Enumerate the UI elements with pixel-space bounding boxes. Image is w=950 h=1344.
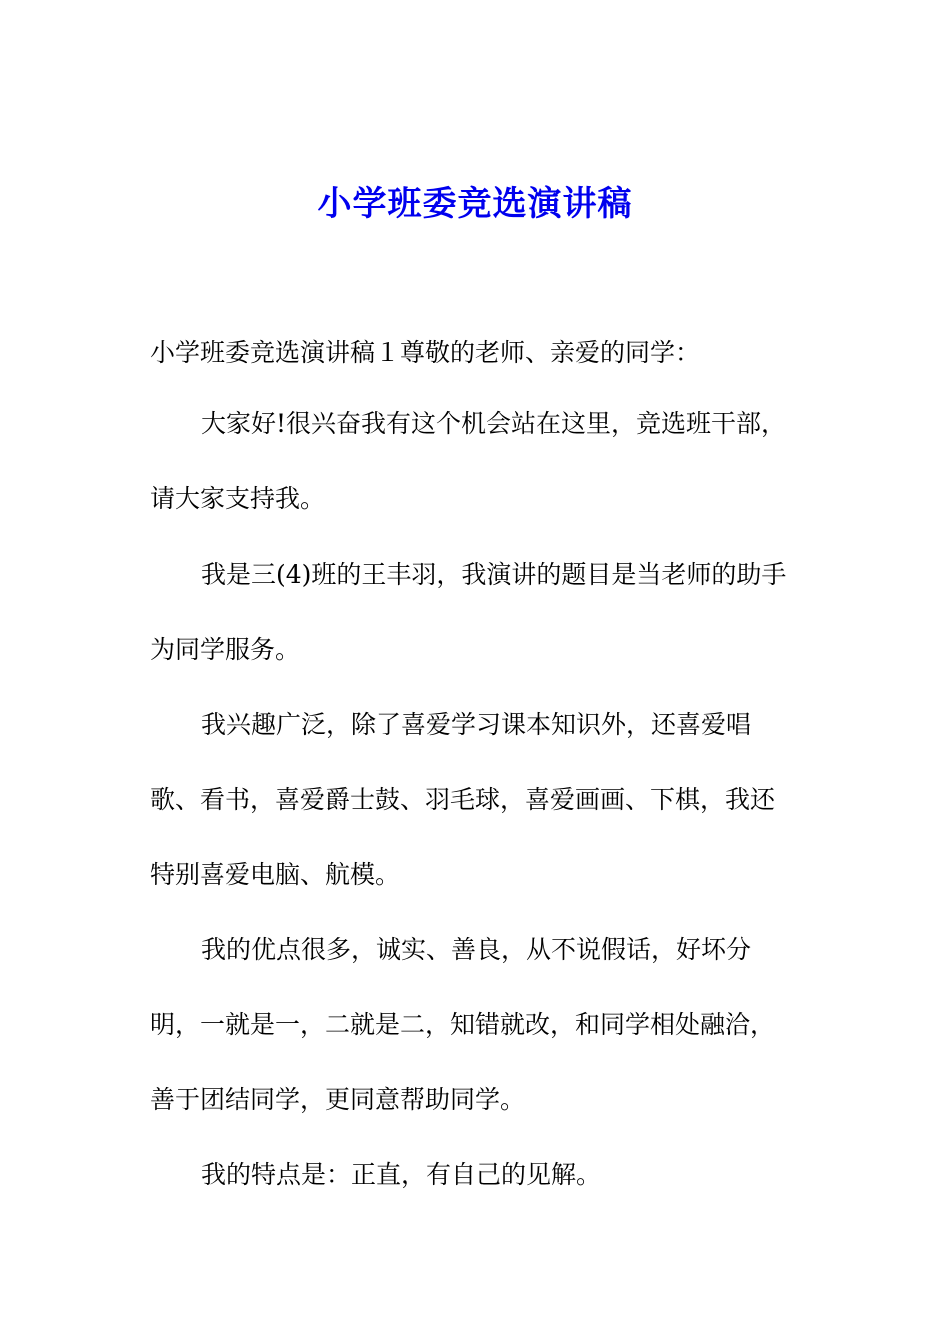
paragraph-line: 为同学服务。 bbox=[150, 635, 301, 664]
paragraph-line: 善于团结同学，更同意帮助同学。 bbox=[150, 1085, 526, 1114]
paragraph-line: 我的特点是：正直，有自己的见解。 bbox=[201, 1160, 602, 1189]
document-title: 小学班委竞选演讲稿 bbox=[317, 184, 633, 224]
paragraph-line: 明，一就是一，二就是二，知错就改，和同学相处融洽， bbox=[150, 1010, 776, 1039]
paragraph-line: 大家好!很兴奋我有这个机会站在这里，竞选班干部， bbox=[201, 409, 787, 438]
paragraph-line: 我的优点很多，诚实、善良，从不说假话，好坏分 bbox=[201, 935, 752, 964]
paragraph-line: 请大家支持我。 bbox=[150, 484, 326, 513]
paragraph-line: 我是三(4)班的王丰羽，我演讲的题目是当老师的助手 bbox=[201, 560, 787, 589]
paragraph-line: 特别喜爱电脑、航模。 bbox=[150, 860, 401, 889]
paragraph-line: 我兴趣广泛，除了喜爱学习课本知识外，还喜爱唱 bbox=[201, 710, 752, 739]
paragraph-line: 歌、看书，喜爱爵士鼓、羽毛球，喜爱画画、下棋，我还 bbox=[150, 785, 776, 814]
paragraph-line: 小学班委竞选演讲稿１尊敬的老师、亲爱的同学： bbox=[150, 338, 701, 367]
